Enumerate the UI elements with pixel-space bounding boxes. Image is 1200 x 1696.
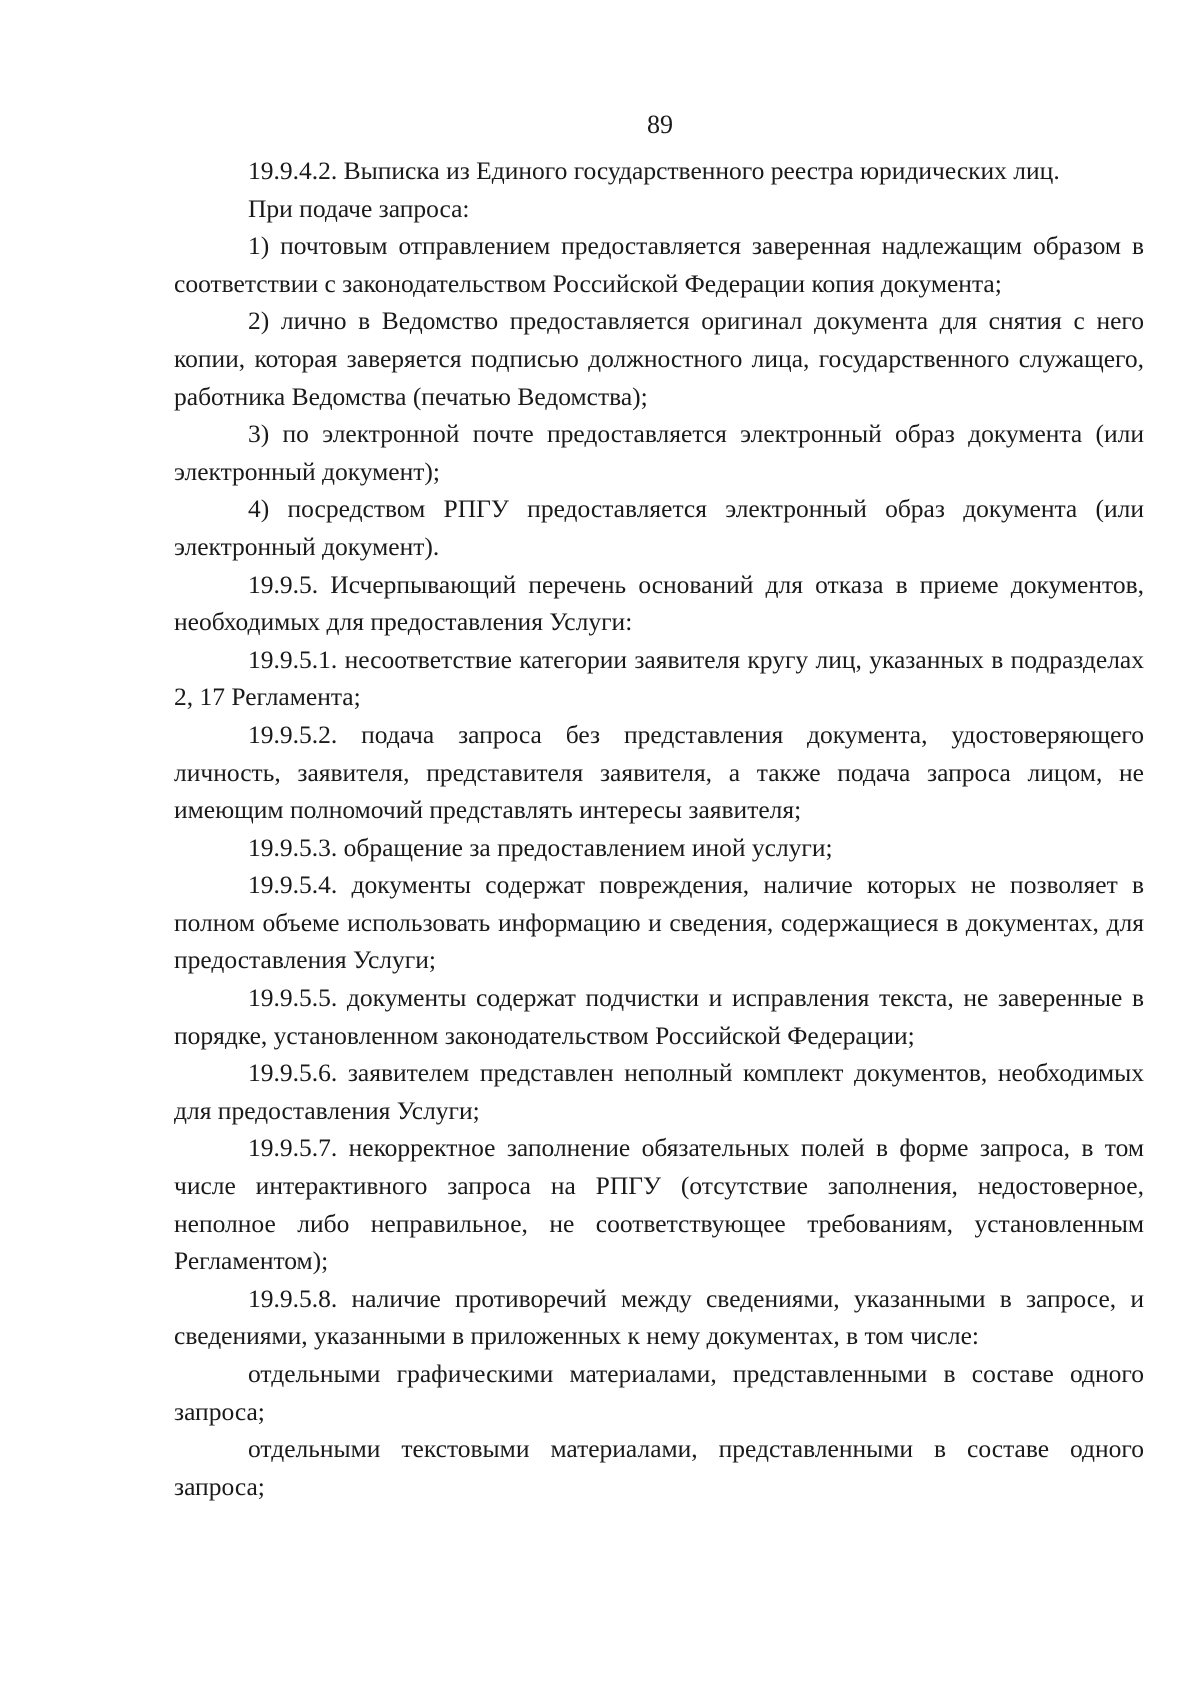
- list-item: 19.9.5.3. обращение за предоставлением иной услуги;: [248, 832, 833, 862]
- paragraph: 19.9.5. Исчерпывающий перечень оснований для отказа в приеме документов, необходимых для предоставления Услуги:: [174, 569, 1144, 637]
- document-body: [174, 152, 1144, 1505]
- list-item: 19.9.5.1. несоответствие категории заявителя кругу лиц, указанных в подразделах 2, 17 Регламента;: [174, 644, 1144, 712]
- paragraph: отдельными текстовыми материалами, представленными в составе одного запроса;: [174, 1434, 1144, 1501]
- list-item: 19.9.5.2. подача запроса без представления документа, удостоверяющего личность, заявителя, представителя заявителя, а также подача запроса лицом, не имеющим полномочий представлять интересы заявителя;: [174, 719, 1144, 825]
- list-item: 3) по электронной почте предоставляется электронный образ документа (или электронный документ);: [174, 419, 1144, 486]
- list-item: 1) почтовым отправлением предоставляется заверенная надлежащим образом в соответствии с законодательством Российской Федерации копия документа;: [174, 231, 1144, 298]
- list-item: 19.9.5.4. документы содержат повреждения, наличие которых не позволяет в полном объеме использовать информацию и сведения, содержащиеся в документах, для предоставления Услуги;: [174, 870, 1144, 975]
- paragraph: отдельными графическими материалами, представленными в составе одного запроса;: [174, 1359, 1144, 1426]
- list-item: 2) лично в Ведомство предоставляется оригинал документа для снятия с него копии, которая заверяется подписью должностного лица, государственного служащего, работника Ведомства (печатью Ведомства);: [174, 306, 1144, 411]
- paragraph: 19.9.4.2. Выписка из Единого государственного реестра юридических лиц.: [248, 156, 1060, 185]
- paragraph: При подаче запроса:: [248, 193, 470, 223]
- page-number: 89: [647, 110, 673, 139]
- list-item: 19.9.5.7. некорректное заполнение обязательных полей в форме запроса, в том числе интерактивного запроса на РПГУ (отсутствие заполнения, недостоверное, неполное либо неправильное, не соответствующее требованиям, установленным Регламентом);: [174, 1133, 1144, 1276]
- list-item: 19.9.5.5. документы содержат подчистки и исправления текста, не заверенные в порядке, установленном законодательством Российской Федерации;: [174, 983, 1144, 1050]
- list-item: 19.9.5.8. наличие противоречий между сведениями, указанными в запросе, и сведениями, указанными в приложенных к нему документах, в том числе:: [174, 1283, 1144, 1351]
- list-item: 4) посредством РПГУ предоставляется электронный образ документа (или электронный документ).: [174, 494, 1144, 561]
- list-item: 19.9.5.6. заявителем представлен неполный комплект документов, необходимых для предоставления Услуги;: [174, 1058, 1144, 1125]
